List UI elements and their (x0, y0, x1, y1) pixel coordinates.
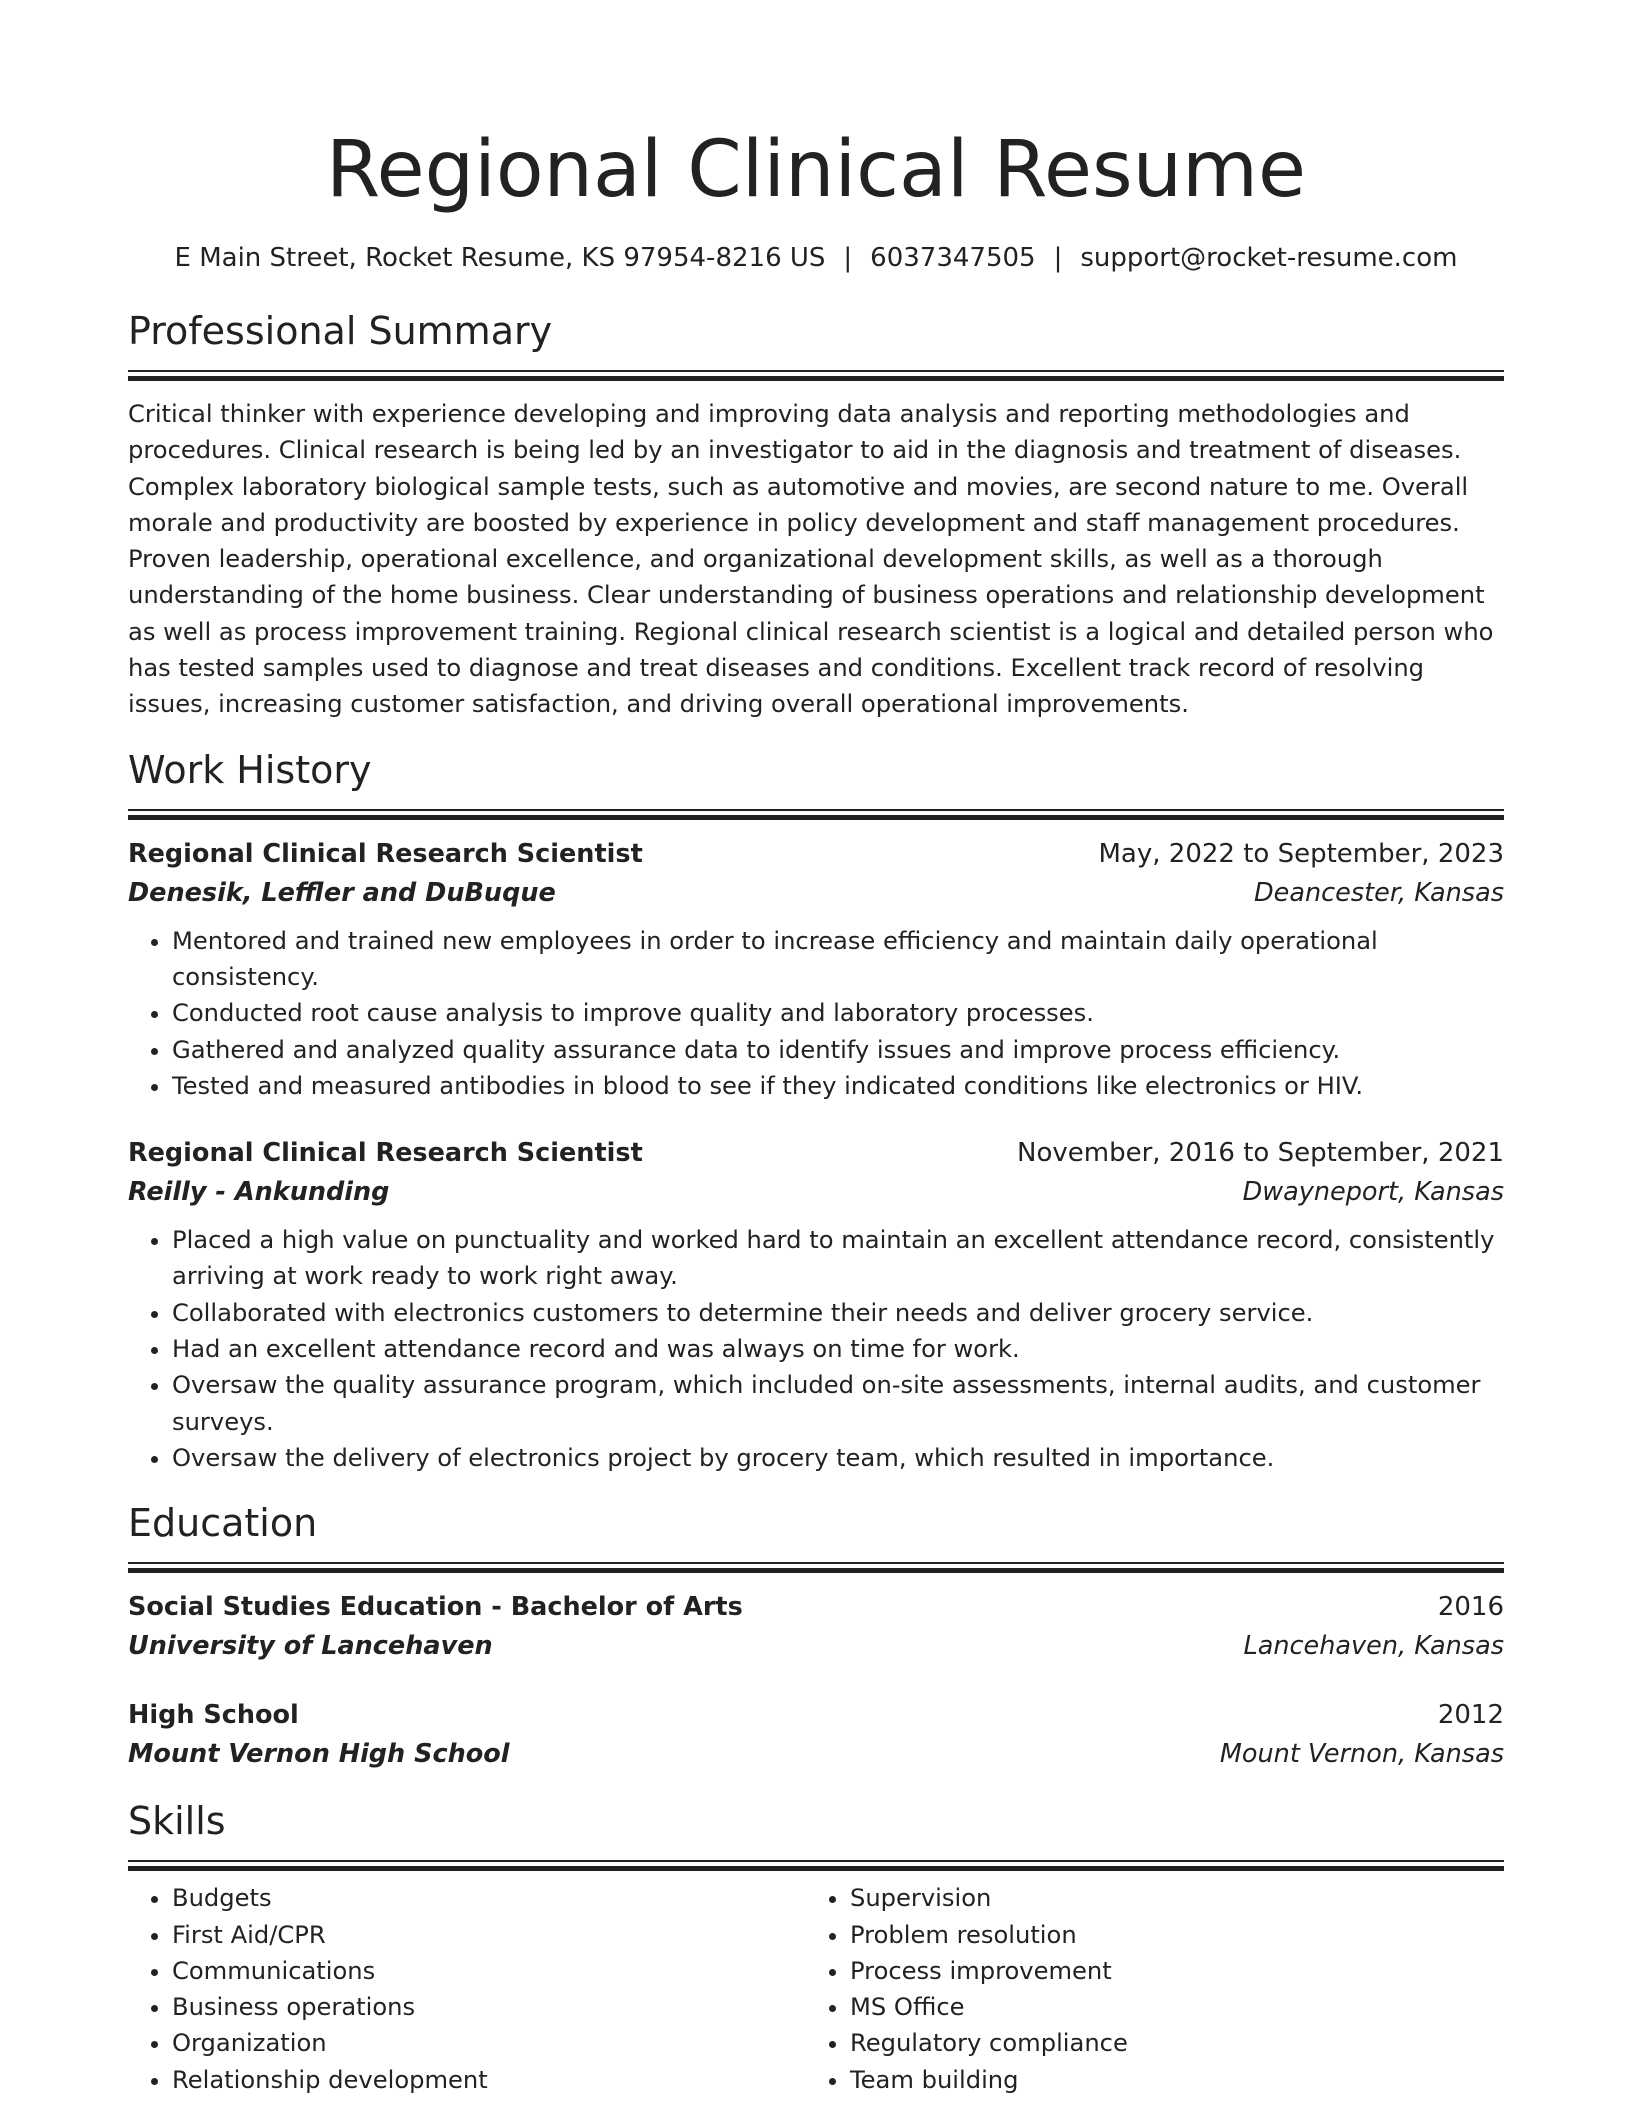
job-entry (128, 1134, 1504, 1476)
skill-item: • Regulatory compliance (850, 2025, 1484, 2061)
education-year: 2016 (1437, 1592, 1504, 1623)
summary-section (128, 306, 1504, 723)
job-bullets (128, 1222, 1504, 1476)
job-header-row (128, 835, 1504, 873)
education-school-row (128, 1734, 1504, 1774)
education-school: University of Lancehaven (128, 1631, 493, 1662)
contact-email: support@rocket-resume.com (1080, 243, 1458, 273)
section-divider (128, 1562, 1504, 1572)
education-degree: Social Studies Education - Bachelor of Arts (128, 1592, 743, 1623)
section-divider (128, 809, 1504, 819)
skills-list (806, 1880, 1484, 2098)
education-entry (128, 1588, 1504, 1666)
skill-item: • Team building (850, 2062, 1484, 2098)
skill-item: • Organization (172, 2025, 806, 2061)
section-heading-summary: Professional Summary (128, 309, 553, 353)
job-bullet: • Conducted root cause analysis to improve quality and laboratory processes. (172, 995, 1504, 1031)
contact-separator: | (843, 243, 853, 273)
job-dates: November, 2016 to September, 2021 (1017, 1138, 1504, 1169)
skills-section (128, 1796, 1504, 2098)
skill-item: • Supervision (850, 1880, 1484, 1916)
contact-line (128, 240, 1504, 276)
education-location: Mount Vernon, Kansas (1219, 1739, 1504, 1770)
job-bullet: • Gathered and analyzed quality assurance data to identify issues and improve process efficiency. (172, 1032, 1504, 1068)
job-entry (128, 835, 1504, 1104)
job-title: Regional Clinical Research Scientist (128, 1138, 643, 1169)
job-bullet: • Oversaw the delivery of electronics project by grocery team, which resulted in importance. (172, 1440, 1504, 1476)
skill-item: • First Aid/CPR (172, 1917, 806, 1953)
education-header-row (128, 1696, 1504, 1734)
job-org-row (128, 873, 1504, 913)
job-bullet: • Had an excellent attendance record and was always on time for work. (172, 1331, 1504, 1367)
job-org-row (128, 1172, 1504, 1212)
education-section (128, 1498, 1504, 1774)
section-heading-work: Work History (128, 747, 372, 792)
job-bullet: • Oversaw the quality assurance program, which included on-site assessments, internal audits, and customer surveys. (172, 1367, 1504, 1440)
education-entry (128, 1696, 1504, 1774)
job-bullet: • Placed a high value on punctuality and worked hard to maintain an excellent attendance record, consistently arriving at work ready to work right away. (172, 1222, 1504, 1295)
job-dates: May, 2022 to September, 2023 (1098, 838, 1504, 869)
skill-item: • Process improvement (850, 1953, 1484, 1989)
skills-column-right (806, 1880, 1484, 2098)
skill-item: • Business operations (172, 1989, 806, 2025)
education-year: 2012 (1437, 1700, 1504, 1731)
contact-address: E Main Street, Rocket Resume, KS 97954-8216 US (174, 243, 826, 273)
resume-title: Regional Clinical Resume (325, 125, 1307, 215)
education-school-row (128, 1626, 1504, 1666)
skill-item: • Relationship development (172, 2062, 806, 2098)
job-location: Deancester, Kansas (1254, 877, 1504, 908)
job-company: Reilly - Ankunding (128, 1177, 390, 1208)
education-degree: High School (128, 1700, 299, 1731)
section-divider (128, 1860, 1504, 1870)
skill-item: • Budgets (172, 1880, 806, 1916)
job-location: Dwayneport, Kansas (1242, 1177, 1504, 1208)
job-bullet: • Collaborated with electronics customers to determine their needs and deliver grocery service. (172, 1295, 1504, 1331)
education-school: Mount Vernon High School (128, 1739, 510, 1770)
job-bullet: • Mentored and trained new employees in order to increase efficiency and maintain daily operational consistency. (172, 923, 1504, 996)
skills-column-left (128, 1880, 806, 2098)
summary-text: Critical thinker with experience developing and improving data analysis and reporting methodologies and procedures. Clinical research is being led by an investigator to aid in the diagnosis and treatment of diseases. Complex laboratory biological sample tests, such as automotive and movies, are second nature to me. Overall morale and productivity are boosted by experience in policy development and staff management procedures. Proven leadership, operational excellence, and organizational development skills, as well as a thorough understanding of the home business. Clear understanding of business operations and relationship development as well as process improvement training. Regional clinical research scientist is a logical and detailed person who has tested samples used to diagnose and treat diseases and conditions. Excellent track record of resolving issues, increasing customer satisfaction, and driving overall operational improvements. (128, 400, 1494, 719)
contact-separator: | (1053, 243, 1063, 273)
education-location: Lancehaven, Kansas (1243, 1631, 1504, 1662)
section-heading-education: Education (128, 1501, 318, 1546)
job-title: Regional Clinical Research Scientist (128, 838, 643, 869)
job-bullet: • Tested and measured antibodies in blood to see if they indicated conditions like electronics or HIV. (172, 1068, 1504, 1104)
job-bullets (128, 923, 1504, 1104)
section-heading-skills: Skills (128, 1799, 226, 1844)
job-header-row (128, 1134, 1504, 1172)
skill-item: • Communications (172, 1953, 806, 1989)
section-divider (128, 370, 1504, 380)
skill-item: • MS Office (850, 1989, 1484, 2025)
skills-grid (128, 1880, 1504, 2098)
contact-phone: 6037347505 (870, 243, 1036, 273)
education-header-row (128, 1588, 1504, 1626)
skill-item: • Problem resolution (850, 1917, 1484, 1953)
job-company: Denesik, Leffler and DuBuque (128, 877, 556, 908)
skills-list (128, 1880, 806, 2098)
work-history-section (128, 745, 1504, 1477)
